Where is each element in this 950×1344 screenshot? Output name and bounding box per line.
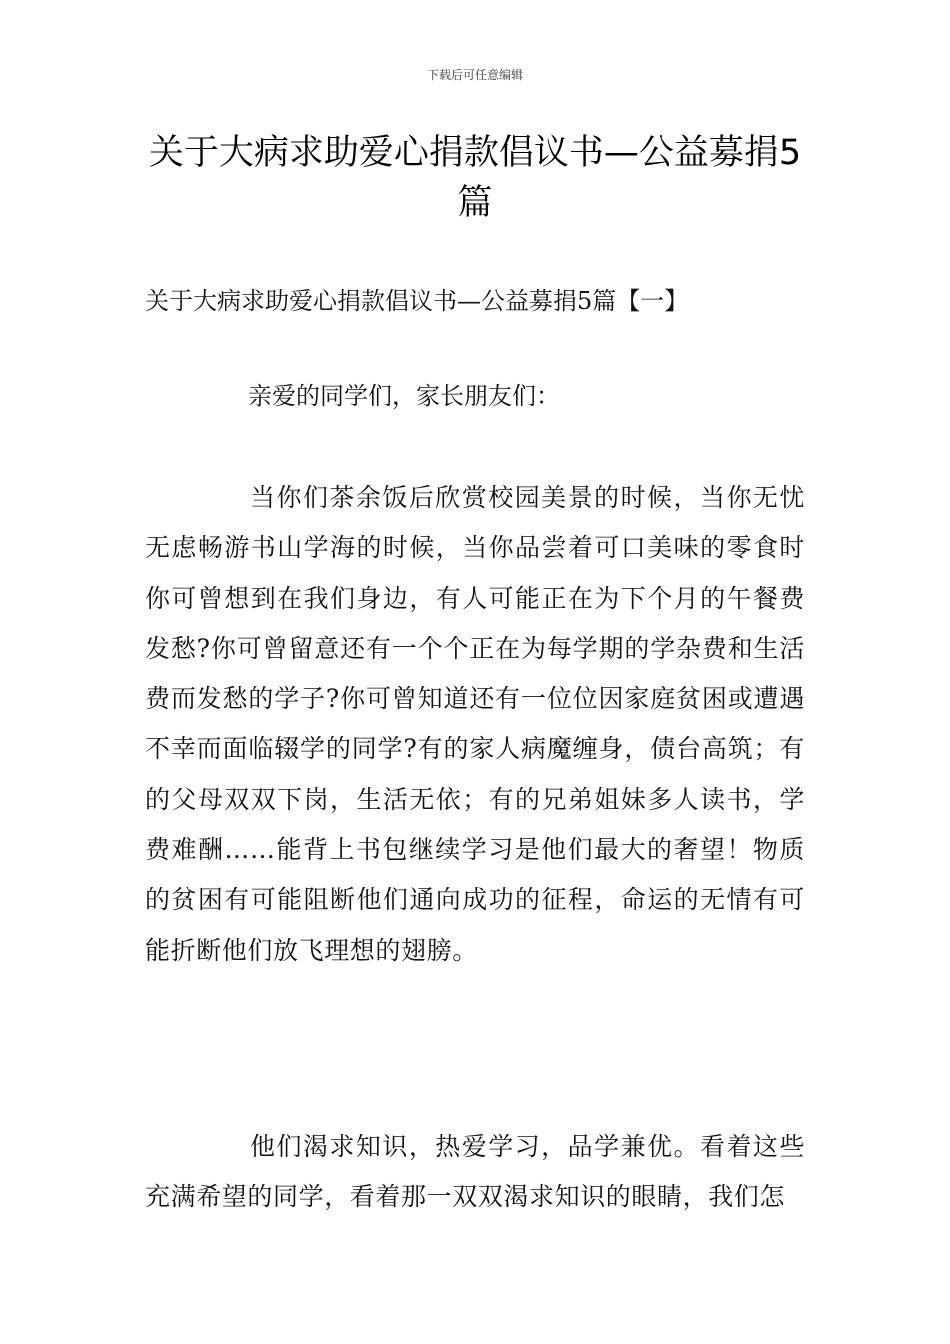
salutation: 亲爱的同学们，家长朋友们： bbox=[248, 382, 560, 410]
document-title: 关于大病求助爱心捐款倡议书—公益募捐5篇 bbox=[148, 133, 802, 223]
body-paragraph-2: 他们渴求知识，热爱学习，品学兼优。看着这些充满希望的同学，看着那一双双渴求知识的眼睛，我们怎 bbox=[145, 1132, 805, 1212]
body-paragraph-1: 当你们茶余饭后欣赏校园美景的时候，当你无忧无虑畅游书山学海的时候，当你品尝着可口美味的零食时你可曾想到在我们身边，有人可能正在为下个月的午餐费发愁?你可曾留意还有一个个正在为每学期的学杂费和生活费而发愁的学子?你可曾知道还有一位位因家庭贫困或遭遇不幸而面临辍学的同学?有的家人病魔缠身，债台高筑；有的父母双双下岗，生活无依；有的兄弟姐妹多人读书，学费难酬……能背上书包继续学习是他们最大的奢望！物质的贫困有可能阻断他们通向成功的征程，命运的无情有可能折断他们放飞理想的翅膀。 bbox=[145, 483, 805, 965]
section-heading: 关于大病求助爱心捐款倡议书—公益募捐5篇【一】 bbox=[145, 287, 689, 315]
header-note: 下载后可任意编辑 bbox=[426, 68, 523, 82]
